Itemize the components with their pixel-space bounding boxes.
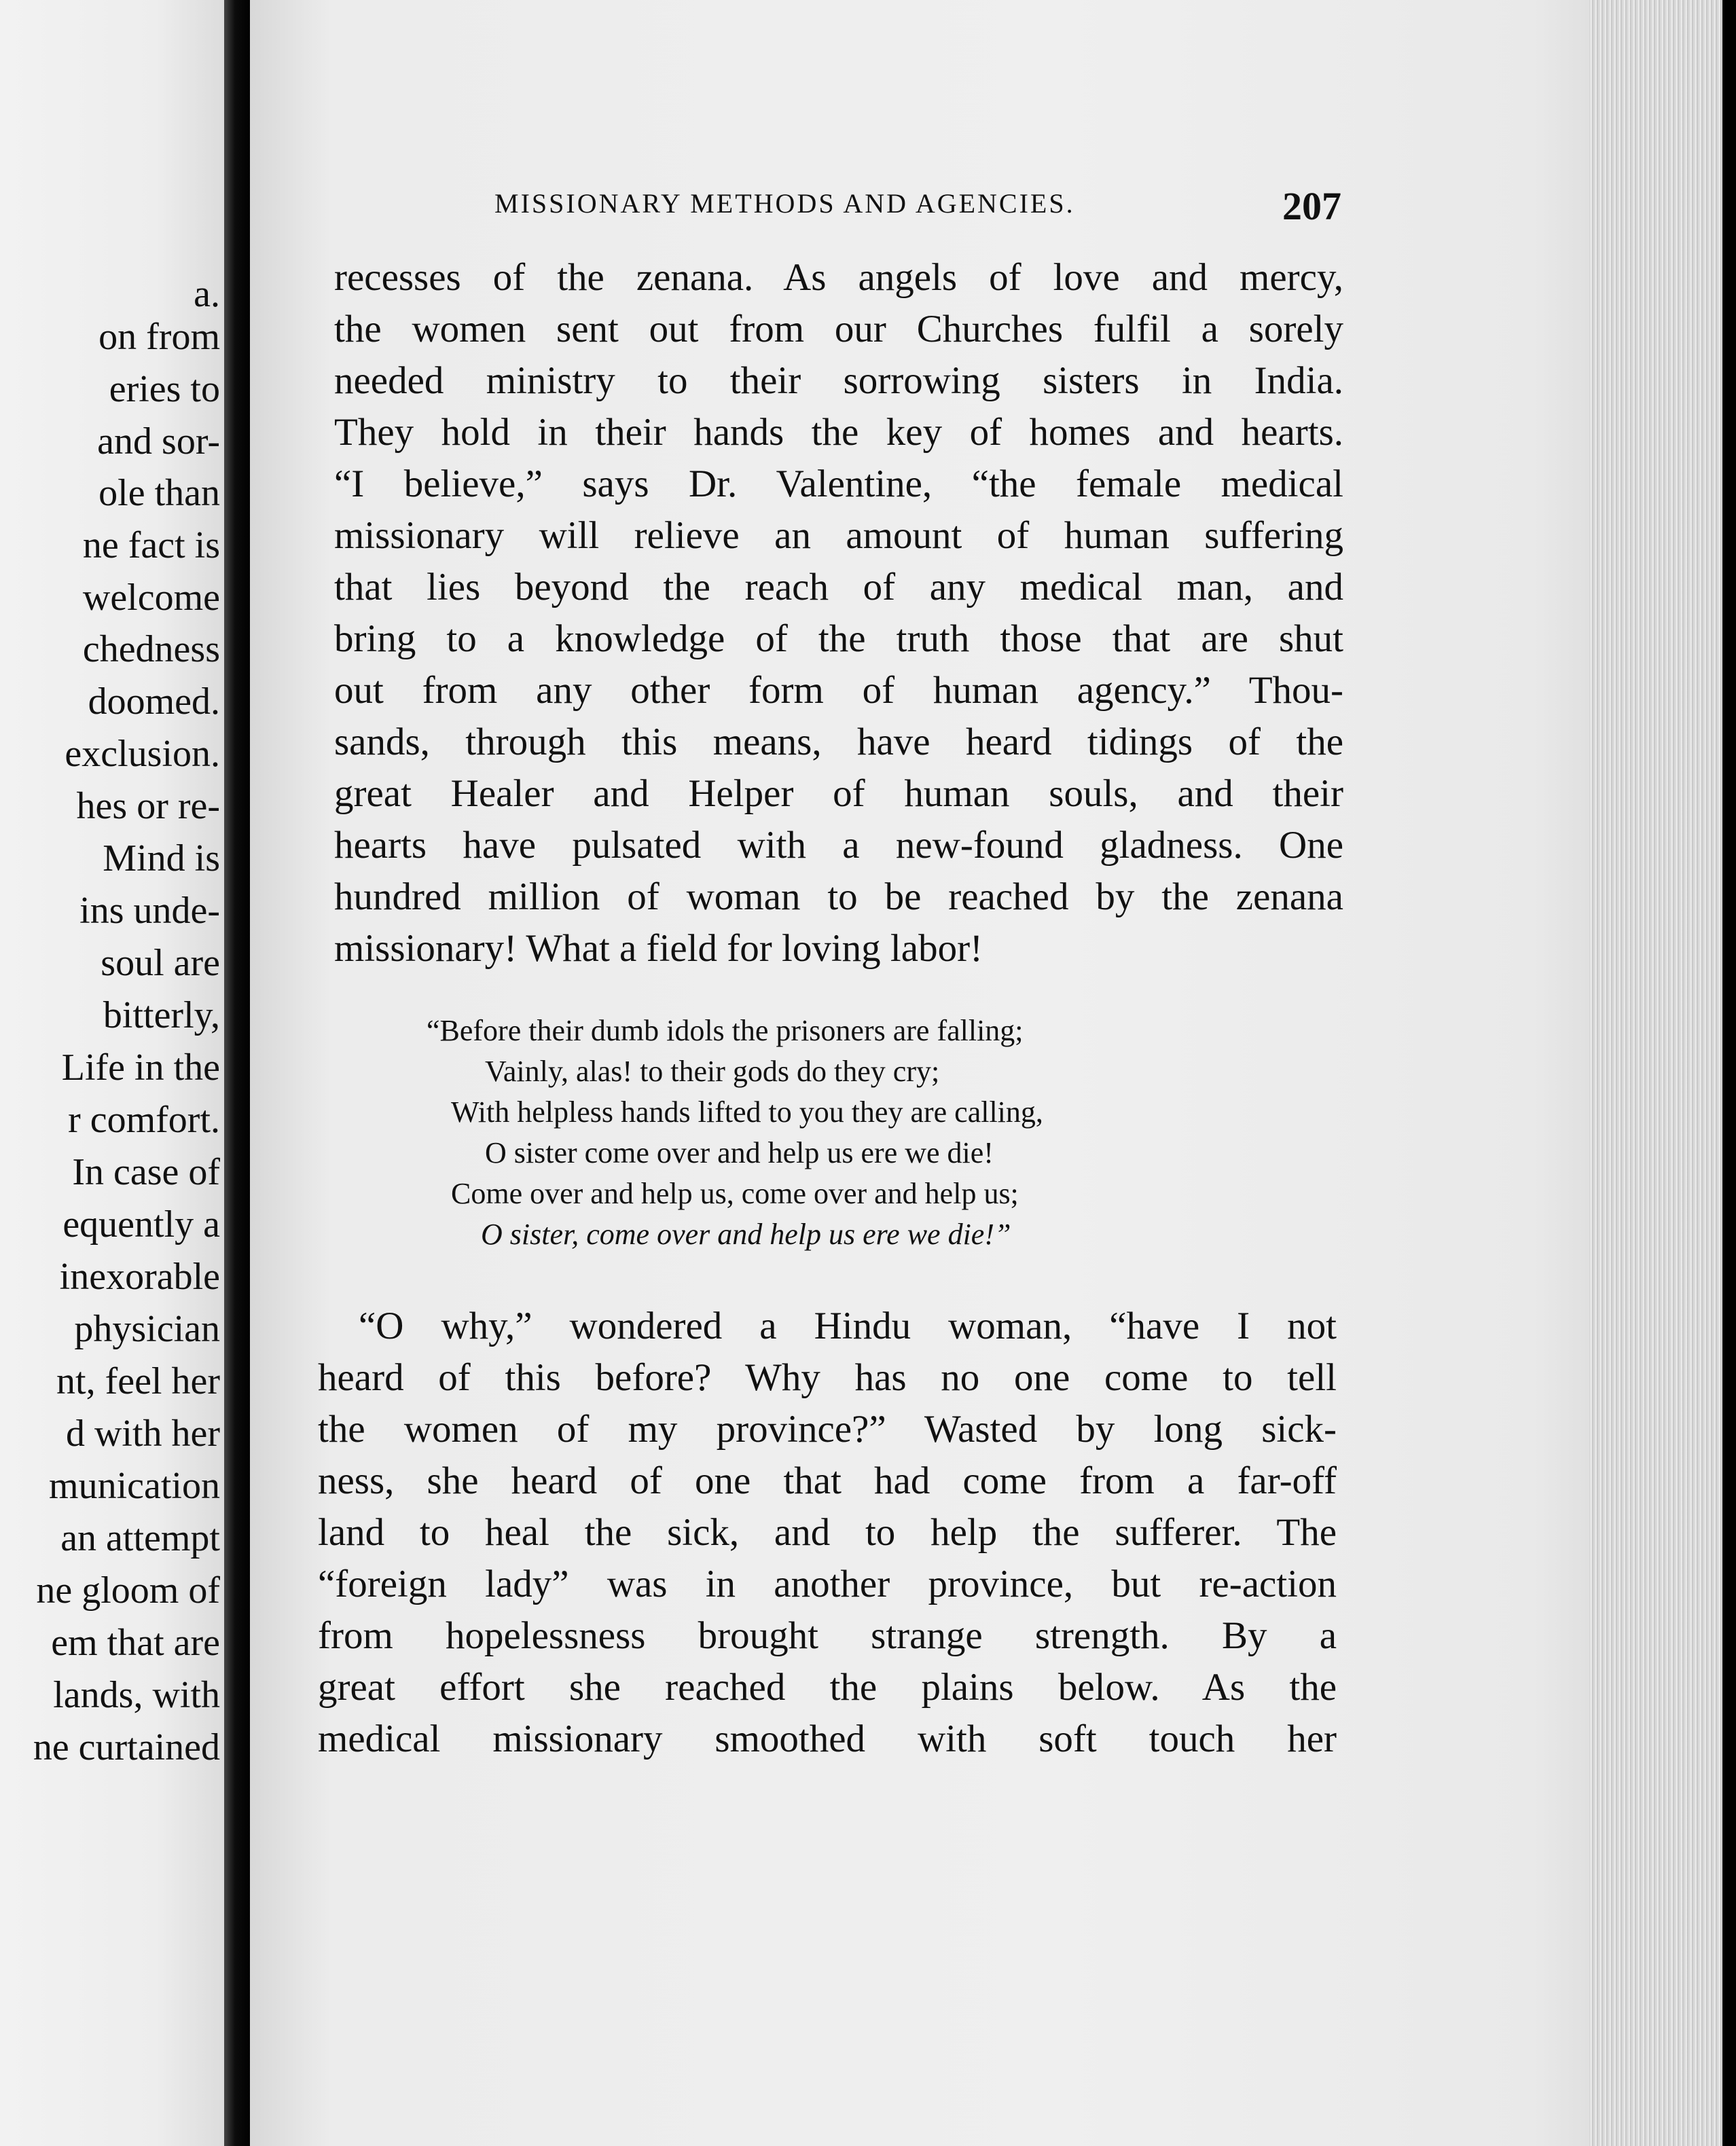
left-page-line: r comfort.: [68, 1099, 220, 1141]
left-page-line: soul are: [101, 942, 220, 984]
verse-line: “Before their dumb idols the prisoners are falling;: [427, 1014, 1024, 1047]
left-page-line: d with her: [65, 1413, 220, 1455]
body-line: missionary! What a field for loving labor!: [334, 927, 983, 970]
body-line: missionary will relieve an amount of human suffering: [334, 514, 1343, 557]
running-head: MISSIONARY METHODS AND AGENCIES.: [494, 188, 1075, 219]
left-page-line: equently a: [62, 1203, 220, 1245]
verse-line: O sister, come over and help us ere we die!”: [481, 1218, 1011, 1251]
left-page-line: Mind is: [103, 837, 220, 879]
left-page-line: inexorable: [59, 1256, 220, 1298]
left-page-line: chedness: [82, 628, 220, 670]
left-page-line: doomed.: [88, 680, 220, 723]
right-page: [250, 0, 1602, 2146]
body-line: hearts have pulsated with a new-found gladness. One: [334, 824, 1343, 867]
body-line: needed ministry to their sorrowing sisters in India.: [334, 359, 1343, 402]
left-page-line: In case of: [72, 1151, 220, 1193]
body-line: out from any other form of human agency.” Thou-: [334, 669, 1343, 712]
left-page-line: Life in the: [61, 1047, 220, 1089]
body-line: that lies beyond the reach of any medical man, and: [334, 566, 1343, 608]
book-gutter: [224, 0, 251, 2146]
left-page-line: munication: [49, 1465, 220, 1507]
left-page-line: lands, with: [53, 1674, 220, 1716]
left-page-line: and sor-: [97, 420, 220, 462]
left-facing-page: [0, 0, 224, 2146]
body-line: sands, through this means, have heard tidings of the: [334, 721, 1343, 763]
verse-line: O sister come over and help us ere we die!: [485, 1136, 994, 1169]
body-line: great Healer and Helper of human souls, and their: [334, 772, 1343, 815]
body-line: hundred million of woman to be reached by the zenana: [334, 875, 1343, 918]
body-line: medical missionary smoothed with soft touch her: [318, 1717, 1337, 1760]
verse-line: Vainly, alas! to their gods do they cry;: [485, 1055, 940, 1088]
left-page-line: on from: [98, 316, 220, 358]
left-page-line: em that are: [51, 1622, 220, 1664]
left-page-line: ne fact is: [82, 524, 220, 566]
page-stack-edges: [1589, 0, 1722, 2146]
left-page-line: welcome: [82, 577, 220, 619]
left-page-line: hes or re-: [76, 785, 220, 827]
body-line: “foreign lady” was in another province, but re-action: [318, 1563, 1337, 1605]
left-page-line: exclusion.: [65, 733, 220, 775]
left-page-line: an attempt: [60, 1517, 220, 1559]
left-page-line: bitterly,: [103, 994, 220, 1036]
verse-line: Come over and help us, come over and help us;: [451, 1177, 1019, 1210]
scan-border: [1722, 0, 1736, 2146]
left-page-line: a.: [194, 273, 220, 315]
body-line: the women sent out from our Churches fulfil a sorely: [334, 308, 1343, 350]
left-page-line: eries to: [109, 368, 220, 410]
body-line: ness, she heard of one that had come from a far-off: [318, 1459, 1337, 1502]
body-line: recesses of the zenana. As angels of love and mercy,: [334, 256, 1343, 299]
body-line: “O why,” wondered a Hindu woman, “have I not: [359, 1305, 1337, 1347]
verse-line: With helpless hands lifted to you they are calling,: [451, 1095, 1043, 1129]
body-line: land to heal the sick, and to help the sufferer. The: [318, 1511, 1337, 1554]
left-page-line: ole than: [98, 472, 220, 514]
left-page-line: physician: [74, 1308, 220, 1350]
left-page-line: ne curtained: [33, 1726, 220, 1768]
body-line: “I believe,” says Dr. Valentine, “the female medical: [334, 462, 1343, 505]
left-page-line: ins unde-: [79, 890, 220, 932]
body-line: bring to a knowledge of the truth those that are shut: [334, 617, 1343, 660]
body-line: great effort she reached the plains below. As the: [318, 1666, 1337, 1709]
left-page-line: ne gloom of: [36, 1569, 220, 1612]
body-line: the women of my province?” Wasted by long sick-: [318, 1408, 1337, 1451]
body-line: They hold in their hands the key of homes and hearts.: [334, 411, 1343, 454]
body-line: heard of this before? Why has no one come to tell: [318, 1356, 1337, 1399]
page-number: 207: [1282, 184, 1341, 228]
body-line: from hopelessness brought strange strength. By a: [318, 1614, 1337, 1657]
left-page-line: nt, feel her: [56, 1360, 220, 1402]
